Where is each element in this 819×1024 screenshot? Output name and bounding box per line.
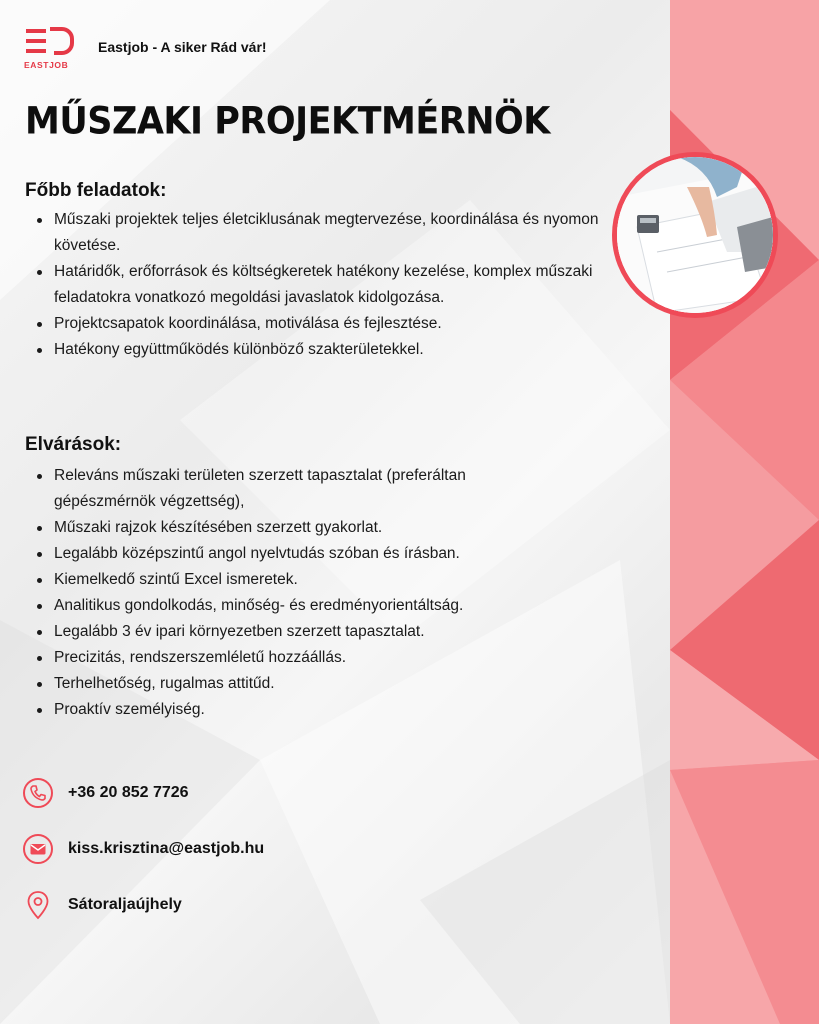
phone-icon [22,777,54,809]
phone-number: +36 20 852 7726 [68,784,189,801]
list-item: Terhelhetőség, rugalmas attitűd. [34,671,554,697]
mail-icon [22,833,54,865]
tasks-heading: Főbb feladatok: [25,180,167,201]
list-item: Analitikus gondolkodás, minőség- és eredményorientáltság. [34,593,554,619]
list-item: Legalább középszintű angol nyelvtudás szóban és írásban. [34,541,554,567]
eastjob-logo [24,26,74,72]
list-item: Hatékony együttműködés különböző szakterületekkel. [34,337,602,363]
header [24,26,267,72]
engineer-photo [612,152,778,318]
contact-phone[interactable] [22,777,189,809]
list-item: Projektcsapatok koordinálása, motiválása és fejlesztése. [34,311,602,337]
tasks-list [34,207,602,363]
location-text: Sátoraljaújhely [68,896,182,913]
contact-email[interactable] [22,833,264,865]
list-item: Műszaki projektek teljes életciklusának megtervezése, koordinálása és nyomon követése. [34,207,602,259]
list-item: Precizitás, rendszerszemléletű hozzáállás. [34,645,554,671]
list-item: Határidők, erőforrások és költségkeretek hatékony kezelése, komplex műszaki feladatokra vonatkozó megoldási javaslatok kidolgozása. [34,259,602,311]
email-address: kiss.krisztina@eastjob.hu [68,840,265,857]
tagline: Eastjob - A siker Rád vár! [98,39,267,55]
list-item: Releváns műszaki területen szerzett tapasztalat (preferáltan gépészmérnök végzettség), [34,463,554,515]
list-item: Legalább 3 év ipari környezetben szerzett tapasztalat. [34,619,554,645]
page-title: MŰSZAKI PROJEKTMÉRNÖK [25,100,550,144]
requirements-heading: Elvárások: [25,434,122,455]
location-pin-icon [22,889,54,921]
list-item: Kiemelkedő szintű Excel ismeretek. [34,567,554,593]
list-item: Műszaki rajzok készítésében szerzett gyakorlat. [34,515,554,541]
list-item: Proaktív személyiség. [34,697,554,723]
requirements-list [34,463,554,723]
logo-text: EASTJOB [24,60,69,70]
contact-location [22,889,182,921]
